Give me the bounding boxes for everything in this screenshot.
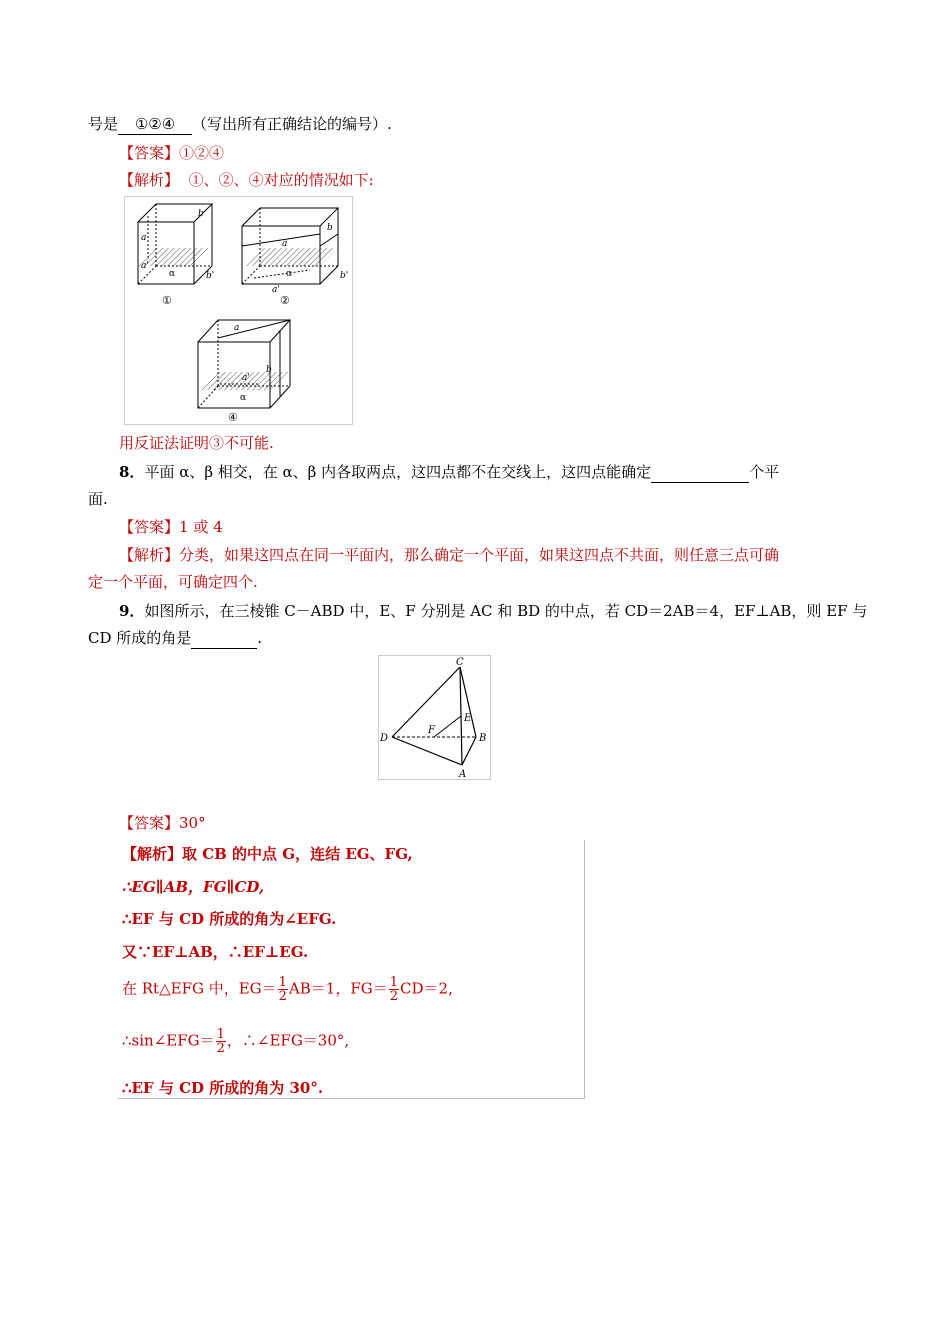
- solution-line-6: [122, 1028, 349, 1055]
- solution-5c: CD＝2,: [400, 979, 453, 998]
- solution-line-5: [122, 976, 453, 1003]
- label-C: C: [456, 657, 464, 668]
- q8-answer: [119, 517, 223, 537]
- cube-figures: [124, 196, 354, 426]
- tetrahedron-figure: [378, 655, 492, 781]
- q8-analysis-line2: 定一个平面，可确定四个.: [88, 573, 258, 591]
- cube1-b: b: [198, 209, 204, 219]
- analysis-tag: 【解析】: [119, 171, 180, 189]
- cube2-a: a: [282, 239, 288, 249]
- solution-5b: AB＝1，FG＝: [288, 979, 388, 998]
- q9-answer: [119, 813, 206, 833]
- label-D: D: [380, 733, 389, 744]
- q9-line2: [88, 628, 262, 649]
- solution-line-7: ∴EF 与 CD 所成的角为 30°.: [122, 1079, 324, 1097]
- q7-answer: [119, 143, 224, 163]
- cube-4: [198, 320, 290, 424]
- analysis-text: ①、②、④对应的情况如下:: [188, 171, 374, 189]
- analysis-text: 分类，如果这四点在同一平面内，那么确定一个平面，如果这四点不共面，则任意三点可确: [179, 546, 780, 564]
- cube4-alpha: α: [240, 393, 247, 403]
- cube2-a-prime: a': [272, 285, 280, 295]
- analysis-tag: 【解析】: [119, 546, 180, 564]
- cube4-caption: ④: [228, 411, 238, 424]
- q9-text-2: CD 所成的角是: [88, 629, 192, 647]
- fraction-half-2: $\frac{1}{2}$: [389, 975, 399, 1004]
- q9-blank: [191, 628, 257, 649]
- cube1-b-prime: b': [206, 271, 215, 281]
- cube2-caption: ②: [280, 294, 290, 307]
- cube4-a: a: [234, 323, 240, 333]
- cube1-a: a: [141, 233, 147, 243]
- solution-5a: 在 Rt△EFG 中，EG＝: [122, 979, 277, 998]
- label-B: B: [479, 733, 487, 744]
- q8-number: 8．: [119, 463, 145, 481]
- cube2-alpha: α: [286, 269, 293, 279]
- answer-tag: 【答案】: [119, 518, 180, 536]
- cube2-b-prime: b': [340, 271, 349, 281]
- label-E: E: [464, 713, 472, 724]
- solution-6b: ，∴∠EFG＝30°,: [226, 1031, 350, 1050]
- cube-2: [242, 208, 348, 307]
- cube1-alpha: α: [169, 269, 176, 279]
- cube1-a-prime: a': [141, 261, 149, 271]
- cube4-a-prime: a': [242, 373, 250, 383]
- answer-tag: 【答案】: [119, 144, 180, 162]
- label-A: A: [459, 769, 467, 780]
- answer-text: ①②④: [179, 144, 225, 162]
- cube2-b: b: [327, 223, 333, 233]
- cube1-caption: ①: [162, 294, 172, 307]
- q8-blank: [651, 462, 749, 483]
- q9-text-end: .: [257, 629, 263, 647]
- q8-analysis-line1: [119, 545, 779, 565]
- fraction-half: $\frac{1}{2}$: [278, 975, 287, 1004]
- answer-text: 1 或 4: [179, 518, 223, 536]
- q7-conclusion: 用反证法证明③不可能.: [119, 434, 274, 452]
- q9-number: 9．: [119, 602, 145, 620]
- q8-text: 平面 α、β 相交，在 α、β 内各取两点，这四点都不在交线上，这四点能确定: [144, 463, 652, 481]
- q7-answer-blank: ①②④: [118, 114, 192, 135]
- solution-line-3: ∴EF 与 CD 所成的角为∠EFG.: [122, 910, 337, 928]
- solution-line-4: 又∵EF⊥AB，∴EF⊥EG.: [122, 943, 309, 961]
- q9-text: 如图所示，在三棱锥 C－ABD 中，E、F 分别是 AC 和 BD 的中点，若 CD＝2AB＝4，EF⊥AB，则 EF 与: [144, 602, 868, 620]
- answer-tag: 【答案】: [119, 814, 180, 832]
- q8-line1: [119, 462, 779, 483]
- label-F: F: [428, 725, 435, 736]
- q8-line2: 面.: [88, 490, 108, 508]
- solution-6a: ∴sin∠EFG＝: [122, 1031, 215, 1050]
- q9-line1: [119, 601, 867, 621]
- q8-text-after: 个平: [749, 463, 780, 481]
- q7-suffix: （写出所有正确结论的编号）.: [192, 115, 392, 133]
- q7-analysis: [119, 170, 374, 190]
- answer-text: 30°: [179, 814, 206, 832]
- cube4-b: b: [266, 365, 272, 375]
- cube-1: [138, 204, 214, 307]
- solution-line-1: 【解析】取 CB 的中点 G，连结 EG、FG,: [122, 845, 413, 863]
- q7-line: [88, 114, 392, 135]
- solution-line-2: ∴EG∥AB，FG∥CD,: [122, 878, 265, 896]
- fraction-half-3: $\frac{1}{2}$: [216, 1027, 225, 1056]
- q7-prefix: 号是: [88, 115, 119, 133]
